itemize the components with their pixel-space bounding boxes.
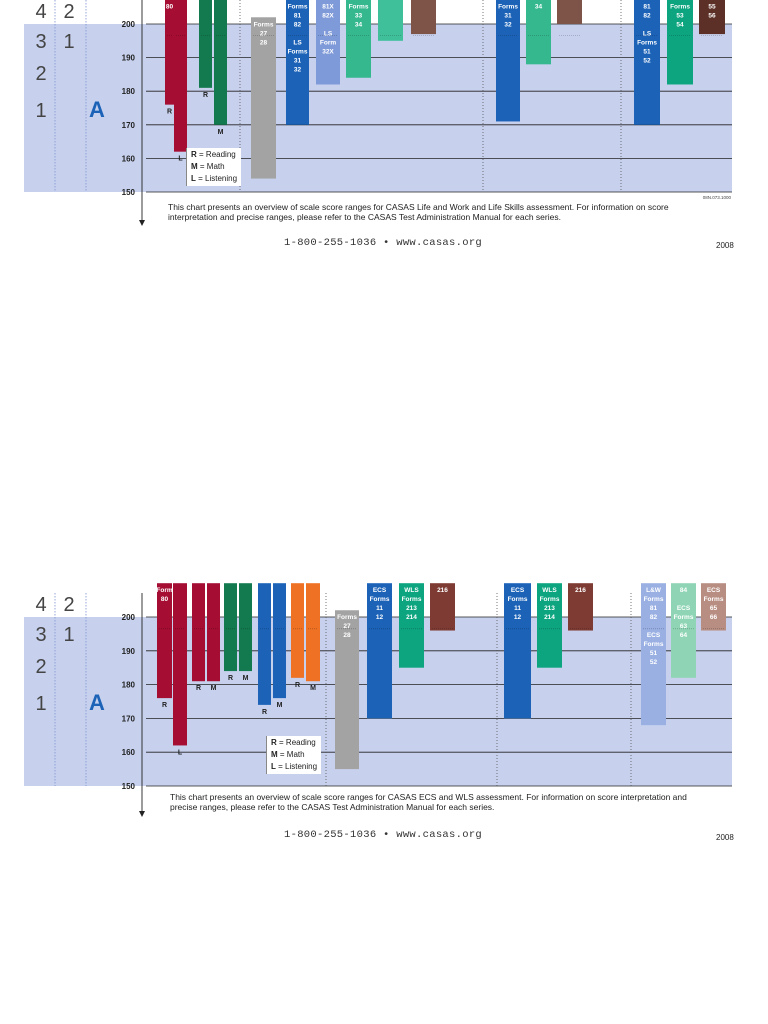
y-tick-label: 200 bbox=[121, 20, 135, 29]
range-bar bbox=[174, 0, 187, 152]
bar-skill-label: M bbox=[210, 685, 217, 693]
bar-label: Forms bbox=[673, 614, 694, 622]
level-label: 1 bbox=[35, 693, 47, 715]
bar-label: 64 bbox=[679, 632, 688, 640]
range-bar bbox=[557, 0, 582, 24]
bar-label bbox=[318, 0, 338, 1]
bar-label: Forms bbox=[287, 48, 308, 56]
y-tick-label: 170 bbox=[121, 120, 135, 130]
score-range-chart-bottom bbox=[0, 587, 768, 853]
level-label: 1 bbox=[63, 624, 75, 646]
bar-label: 51 bbox=[643, 48, 651, 56]
range-bar bbox=[671, 583, 696, 678]
y-tick-label: 180 bbox=[121, 87, 135, 97]
bar-label: 81X bbox=[322, 3, 334, 11]
level-label: 2 bbox=[35, 656, 47, 678]
bar-label: 66 bbox=[709, 614, 718, 622]
level-label: 2 bbox=[63, 594, 75, 616]
bar-skill-label: R bbox=[294, 681, 301, 689]
bar-label bbox=[202, 0, 210, 1]
bar-label: LS bbox=[642, 30, 652, 38]
bar-label: 53 bbox=[676, 12, 684, 20]
legend-listening: L = Listening bbox=[191, 174, 238, 183]
bar-skill-label: R bbox=[195, 685, 202, 693]
bar-label: Forms bbox=[643, 596, 664, 604]
bar-label: 82 bbox=[643, 12, 651, 20]
bar-label: 214 bbox=[544, 614, 555, 622]
y-axis-arrow bbox=[139, 811, 145, 817]
bar-label: 213 bbox=[406, 605, 417, 613]
bar-label: Form bbox=[156, 587, 173, 595]
range-bar bbox=[173, 583, 187, 745]
bar-label: 81 bbox=[643, 3, 651, 11]
bar-skill-label: M bbox=[242, 675, 249, 683]
range-bar bbox=[165, 0, 174, 105]
chart-caption-top: This chart presents an overview of scale score ranges for CASAS Life and Work and Life Skills assessment. For information on score interpretation and precise ranges, please refer to the CASAS Test Administration Manual for each series. bbox=[168, 202, 669, 222]
chart-code-label: 08N.073.1000 bbox=[702, 195, 731, 200]
range-bar bbox=[306, 583, 320, 681]
bar-label: 81 bbox=[649, 605, 658, 613]
legend-reading: R = Reading bbox=[271, 738, 316, 747]
bar-label: 214 bbox=[406, 614, 417, 622]
level-label: 4 bbox=[35, 594, 47, 616]
bar-label: 28 bbox=[259, 39, 268, 47]
contact-line-top: 1-800-255-1036 • www.casas.org bbox=[284, 237, 483, 249]
bar-label: Forms bbox=[348, 3, 369, 11]
bar-skill-label: L bbox=[178, 155, 183, 163]
bar-label: LS bbox=[293, 39, 302, 47]
bar-label: 82X bbox=[322, 12, 334, 20]
bar-label: 65 bbox=[709, 605, 718, 613]
range-bar bbox=[207, 583, 220, 681]
y-tick-label: 160 bbox=[121, 154, 135, 164]
bar-label: 28 bbox=[343, 632, 351, 640]
bar-label: Forms bbox=[337, 614, 357, 622]
legend-top bbox=[186, 148, 241, 186]
bar-label: 84 bbox=[679, 587, 688, 595]
bar-label: 34 bbox=[354, 21, 363, 29]
bar-label: 51 bbox=[649, 650, 658, 658]
bar-label: 31 bbox=[504, 12, 512, 20]
y-tick-label: 190 bbox=[121, 646, 135, 656]
level-label: 3 bbox=[35, 624, 47, 646]
bar-label bbox=[535, 0, 543, 1]
y-tick-label: 160 bbox=[121, 748, 135, 758]
level-label: 1 bbox=[35, 100, 47, 122]
bar-label: 27 bbox=[259, 30, 268, 38]
bar-label: Form bbox=[319, 39, 337, 47]
range-bar bbox=[239, 583, 252, 671]
bar-label: 12 bbox=[513, 614, 522, 622]
bar-label: LS bbox=[323, 30, 333, 38]
y-tick-label: 180 bbox=[121, 680, 135, 690]
level-label-a: A bbox=[89, 97, 105, 122]
bar-label bbox=[504, 0, 513, 1]
level-label: 2 bbox=[35, 63, 47, 85]
y-tick-label: 200 bbox=[121, 613, 135, 622]
bar-label: 11 bbox=[376, 605, 383, 613]
bar-label: 31 bbox=[293, 57, 302, 65]
bar-skill-label: R bbox=[161, 702, 168, 710]
range-bar bbox=[258, 583, 271, 705]
range-bar bbox=[504, 583, 531, 718]
chart-caption-bottom: This chart presents an overview of scale score ranges for CASAS ECS and WLS assessment. For information on score interpretation and precise ranges, please refer to the CASAS Test Administration Manual for each series. bbox=[170, 792, 687, 812]
range-bar bbox=[367, 583, 392, 718]
bar-label: 12 bbox=[375, 614, 384, 622]
bar-label: Forms bbox=[287, 3, 308, 11]
bar-label: 82 bbox=[293, 21, 302, 29]
level-label: 4 bbox=[35, 1, 47, 23]
bar-label: 34 bbox=[534, 3, 543, 11]
range-bar bbox=[214, 0, 227, 125]
bar-label: WLS bbox=[542, 587, 557, 595]
level-label: 3 bbox=[35, 31, 47, 53]
bar-skill-label: M bbox=[217, 128, 224, 136]
bar-skill-label: R bbox=[261, 708, 268, 716]
bar-skill-label: M bbox=[310, 685, 316, 693]
bar-label: 54 bbox=[676, 21, 684, 29]
bar-skill-label: R bbox=[227, 675, 234, 683]
range-bar bbox=[199, 0, 212, 88]
level-band bbox=[24, 24, 732, 192]
range-bar bbox=[224, 583, 237, 671]
bar-label: 80 bbox=[165, 3, 174, 11]
chart-panel-bottom bbox=[0, 587, 768, 853]
legend-math: M = Math bbox=[191, 162, 225, 171]
bar-label: Forms bbox=[253, 21, 274, 29]
range-bar bbox=[273, 583, 286, 698]
bar-label: ECS bbox=[510, 587, 525, 595]
bar-label: ECS bbox=[372, 587, 387, 595]
range-bar bbox=[378, 0, 403, 41]
contact-line-bottom: 1-800-255-1036 • www.casas.org bbox=[284, 829, 483, 841]
bar-label: ECS bbox=[706, 587, 721, 595]
bar-label: Forms bbox=[643, 641, 664, 649]
bar-label: Forms bbox=[401, 596, 422, 604]
legend-reading: R = Reading bbox=[191, 150, 236, 159]
y-tick-label: 150 bbox=[121, 782, 135, 791]
bar-label: ECS bbox=[676, 605, 691, 613]
bar-label: 56 bbox=[708, 12, 716, 20]
bar-label: Forms bbox=[498, 3, 518, 11]
legend-bottom bbox=[266, 736, 321, 774]
bar-label: 33 bbox=[354, 12, 363, 20]
chart-panel-top bbox=[0, 0, 768, 260]
bar-label: Forms bbox=[507, 596, 528, 604]
bar-label: 82 bbox=[649, 614, 658, 622]
range-bar bbox=[411, 0, 436, 34]
level-label-a: A bbox=[89, 690, 105, 715]
y-axis-arrow bbox=[139, 220, 145, 226]
year-label-bottom: 2008 bbox=[716, 833, 734, 842]
bar-label: 32X bbox=[322, 48, 334, 56]
bar-label: 216 bbox=[437, 587, 448, 595]
bar-label: Forms bbox=[670, 3, 690, 11]
bar-label: 81 bbox=[293, 12, 302, 20]
bar-skill-label: R bbox=[202, 91, 209, 99]
bar-label: 55 bbox=[708, 3, 716, 11]
y-tick-label: 150 bbox=[121, 188, 135, 197]
bar-label: 63 bbox=[679, 623, 688, 631]
bar-label: 213 bbox=[544, 605, 555, 613]
bar-label: 27 bbox=[343, 623, 351, 631]
bar-label: 216 bbox=[575, 587, 586, 595]
legend-listening: L = Listening bbox=[271, 762, 318, 771]
bar-label: ECS bbox=[646, 632, 661, 640]
bar-label bbox=[354, 0, 363, 1]
bar-label: Forms bbox=[703, 596, 724, 604]
bar-label bbox=[290, 0, 306, 1]
range-bar bbox=[192, 583, 205, 681]
bar-skill-label: R bbox=[166, 108, 173, 116]
bar-label: 80 bbox=[160, 596, 169, 604]
range-bar bbox=[291, 583, 304, 678]
bar-label: 52 bbox=[643, 57, 651, 65]
bar-label: L&W bbox=[646, 587, 661, 595]
bar-label: 52 bbox=[649, 659, 658, 667]
bar-label: Forms bbox=[539, 596, 560, 604]
level-label: 2 bbox=[63, 1, 75, 23]
bar-label bbox=[637, 0, 657, 1]
bar-label: 32 bbox=[293, 66, 302, 74]
bar-label: 11 bbox=[514, 605, 521, 613]
bar-label bbox=[702, 0, 722, 1]
bar-label: Forms bbox=[637, 39, 657, 47]
year-label-top: 2008 bbox=[716, 241, 734, 250]
bar-label: 32 bbox=[504, 21, 512, 29]
level-label: 1 bbox=[63, 31, 75, 53]
y-tick-label: 170 bbox=[121, 714, 135, 724]
bar-label: Forms bbox=[369, 596, 390, 604]
bar-label bbox=[676, 0, 685, 1]
bar-skill-label: L bbox=[177, 749, 183, 757]
legend-math: M = Math bbox=[271, 750, 305, 759]
y-tick-label: 190 bbox=[121, 53, 135, 63]
bar-label: WLS bbox=[404, 587, 419, 595]
bar-skill-label: M bbox=[276, 702, 283, 710]
